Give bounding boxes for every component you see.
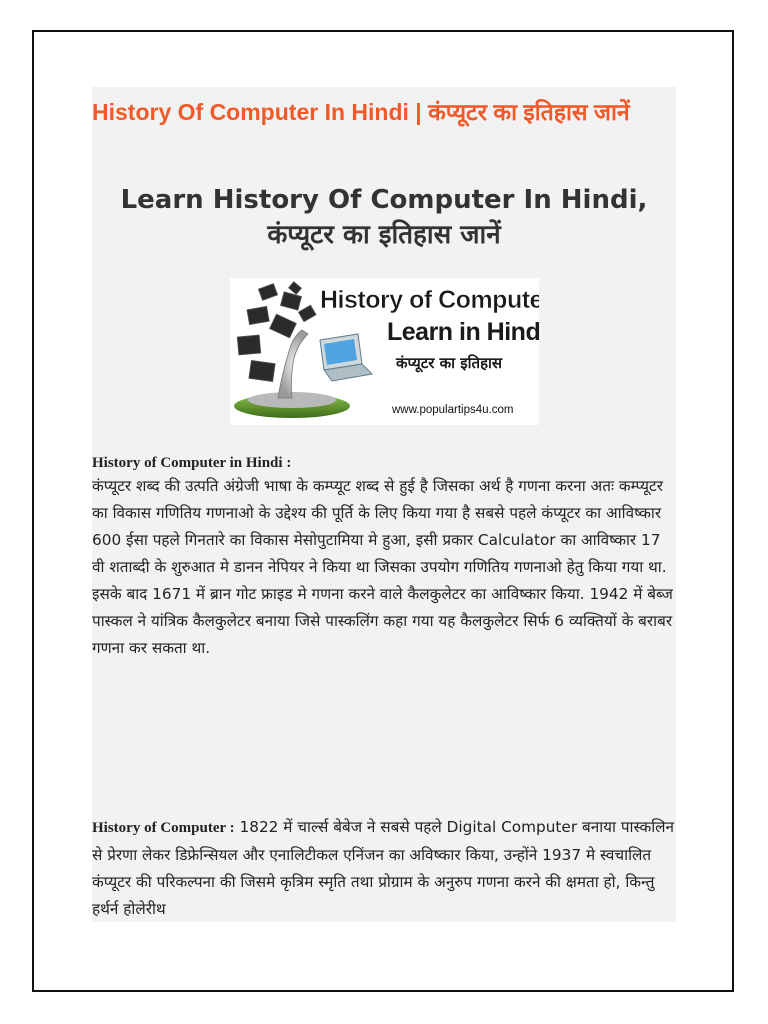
section2-text: 1822 में चार्ल्स बेबेज ने सबसे पहले Digital Computer बनाया पास्कलिन से प्रेरणा लेकर डिफ्रेन्सियल और एनालिटीकल एनिंजन का अविष्कार किया, उन्होंने 1937 मे स्वचालित कंप्यूटर की परिकल्पना की जिसमे कृत्रिम स्मृति तथा प्रोग्राम के अनुरुप गणना करने की क्षमता हो, किन्तु हर्थर्न होलेरीथ	[92, 818, 675, 918]
section1-label: History of Computer in Hindi :	[92, 455, 292, 471]
section2-label: History of Computer :	[92, 820, 235, 836]
hero-line3: कंप्यूटर का इतिहास	[396, 354, 503, 372]
hero-graphic	[230, 278, 539, 425]
section1-text: कंप्यूटर शब्द की उत्पति अंग्रेजी भाषा के कम्प्यूट शब्द से हुई है जिसका अर्थ है गणना करना अतः कम्प्यूटर का विकास गणितिय गणनाओ के उद्देश्य की पूर्ति के लिए किया गया है सबसे पहले कंप्यूटर का आविष्कार 600 ईसा पहले गिनतारे का विकास मेसोपुटामिया मे हुआ, इसी प्रकार Calculator का आविष्कार 17 वी शताब्दी के शुरुआत मे डानन नेपियर ने किया था जिसका उपयोग गणितिय गणनाओ हेतु किया गया था. इसके बाद 1671 में ब्रान गोट फ्राइड मे गणना करने वाले कैलकुलेटर का आविष्कार किया. 1942 में बेब्ज पास्कल ने यांत्रिक कैलकुलेटर बनाया जिसे पास्कलिंग कहा गया यह कैलकुलेटर सिर्फ 6 व्यक्तियों के बराबर गणना कर सकता था.	[92, 477, 673, 657]
post-title[interactable]: History Of Computer In Hindi | कंप्यूटर का इतिहास जानें	[92, 99, 630, 125]
article-headline: Learn History Of Computer In Hindi, कंप्यूटर का इतिहास जानें	[120, 185, 648, 250]
hero-line2: Learn in Hindi	[387, 318, 539, 346]
article-content	[92, 87, 676, 922]
hero-website: www.populartips4u.com	[392, 404, 514, 416]
section2-paragraph	[92, 814, 676, 922]
hero-line1: History of Computer	[320, 286, 539, 314]
hero-image	[230, 278, 539, 425]
